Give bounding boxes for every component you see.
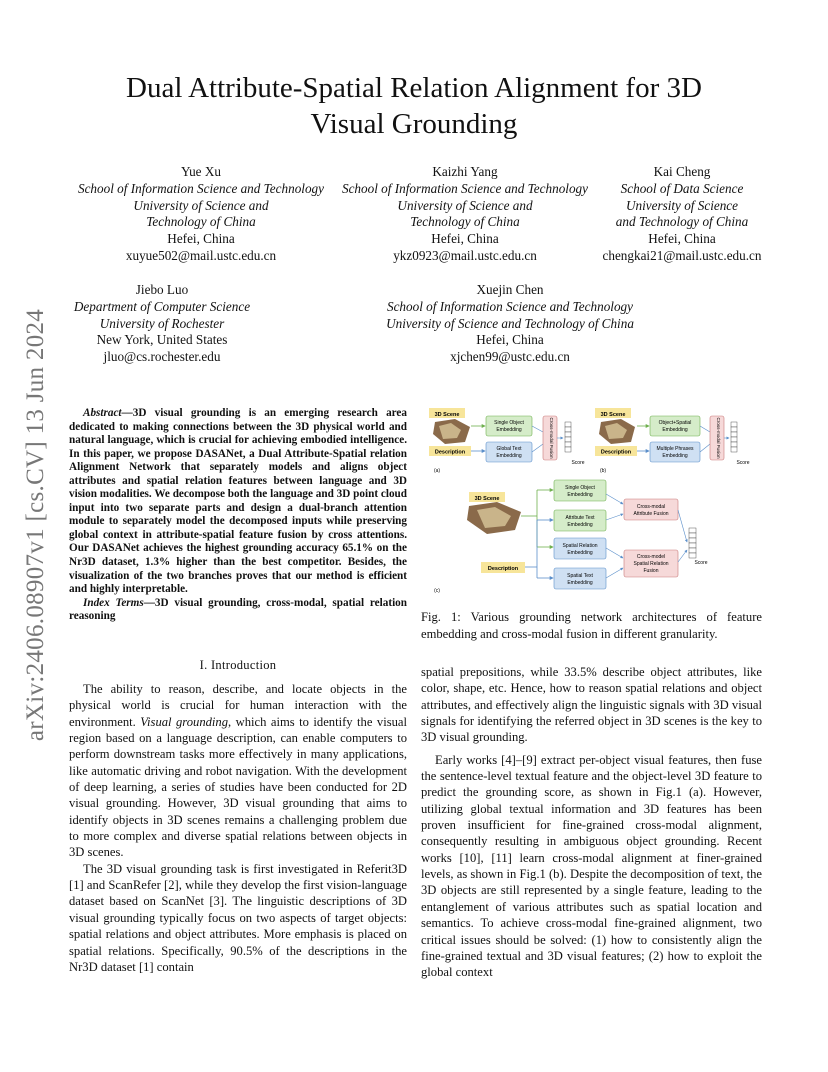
scene-label-c: 3D Scene (474, 496, 500, 502)
section-heading: I. Introduction (199, 658, 277, 672)
spatial-text-line2: Embedding (567, 580, 593, 586)
multi-phrases-line1: Multiple Phrases (656, 446, 694, 452)
author-affiliation: Technology of China (146, 214, 256, 230)
single-object-line2-c: Embedding (567, 492, 593, 498)
author-affiliation: University of Science and (397, 197, 533, 213)
author-block-3 (594, 164, 770, 265)
abstract-text: —3D visual grounding is an emerging research area dedicated to making connections between the 3D physical world and natural language, which is crucial for achieving embodied intelligence. In this paper, we propose DASANet, a Dual Attribute-Spatial relation Alignment Network that separately models and aligns object attributes and spatial relation features between language and 3D vision modalities. We decompose both the language and 3D point cloud input into two separate parts and design a dual-branch attention module to separately model the decomposed inputs while preserving global context in attribute-spatial feature fusion by cross attentions. Our DASANet achieves the highest grounding accuracy 65.1% on the Nr3D dataset, 1.3% higher than the best competitor. Besides, the visualization of the two branches proves that our method is efficient and highly interpretable. (69, 407, 407, 596)
global-text-line1: Global Text (496, 446, 522, 452)
scene-label: 3D Scene (434, 412, 460, 418)
spatial-relation-line1: Spatial Relation (562, 543, 598, 549)
author-name: Kai Cheng (653, 164, 711, 179)
author-city: Hefei, China (648, 231, 716, 247)
score-label-c: Score (694, 560, 708, 566)
author-city: Hefei, China (431, 231, 499, 247)
attribute-text-line2: Embedding (567, 522, 593, 528)
author-affiliation: School of Information Science and Technology (341, 180, 588, 196)
author-name: Xuejin Chen (476, 282, 544, 297)
object-spatial-line1: Object+Spatial (658, 420, 692, 426)
author-email: xjchen99@ustc.edu.cn (450, 349, 570, 365)
author-block-4 (62, 282, 262, 366)
architecture-diagram (425, 402, 761, 597)
cm-attr-line1: Cross-modal (636, 504, 666, 510)
author-city: New York, United States (96, 332, 228, 348)
author-affiliation: Department of Computer Science (73, 298, 251, 314)
cm-spatial-line3: Fusion (643, 568, 659, 574)
score-column-a (565, 422, 571, 452)
abstract-label: Abstract (83, 407, 122, 419)
cross-fusion-label-b: Cross-modal Fusion (716, 417, 721, 459)
spatial-relation-line2: Embedding (567, 550, 593, 556)
panel-b-label: (b) (599, 468, 607, 474)
author-affiliation: School of Information Science and Technology (77, 180, 324, 196)
cross-fusion-label-a: Cross-modal Fusion (549, 417, 554, 459)
figure-caption: Fig. 1: Various grounding network architectures of feature embedding and cross-modal fusion in different granularity. (421, 610, 762, 641)
global-text-line2: Embedding (496, 453, 522, 459)
author-affiliation: School of Information Science and Technology (386, 298, 633, 314)
author-affiliation: School of Data Science (620, 180, 744, 196)
cm-attr-line2: Attribute Fusion (633, 511, 669, 517)
score-label-b: Score (736, 460, 750, 466)
author-affiliation: and Technology of China (615, 214, 749, 230)
intro-paragraph-2: The 3D visual grounding task is first investigated in Referit3D [1] and ScanRefer [2], while they develop the first vision-language dataset based on ScanNet [3]. The linguistic descriptions of 3D visual grounding typically focus on two aspects of target objects: spatial relations and object attributes. More emphasis is placed on spatial relations. Specifically, 90.5% of the descriptions in the Nr3D dataset [1] contain (69, 861, 407, 974)
scene-label-b: 3D Scene (600, 412, 626, 418)
object-spatial-embedding-box (650, 416, 700, 436)
single-object-embedding-box (486, 416, 532, 436)
author-email: ykz0923@mail.ustc.edu.cn (393, 247, 537, 263)
emphasis-visual-grounding: Visual grounding (140, 714, 229, 729)
author-affiliation: University of Rochester (99, 315, 225, 331)
author-block-1 (72, 164, 330, 265)
abstract (69, 407, 407, 624)
author-name: Jiebo Luo (135, 282, 189, 297)
cm-spatial-line1: Cross-model (636, 554, 666, 560)
title-line-1: Dual Attribute-Spatial Relation Alignment for 3D (126, 72, 702, 104)
arxiv-stamp (24, 290, 48, 760)
author-name: Yue Xu (181, 164, 221, 179)
multiple-phrases-embedding-box (650, 442, 700, 462)
paper-title (60, 70, 768, 142)
score-column-b (731, 422, 737, 452)
spatial-text-line1: Spatial Text (567, 573, 593, 579)
author-affiliation: University of Science and (133, 197, 269, 213)
score-column-c (689, 528, 696, 558)
right-paragraph-2: Early works [4]–[9] extract per-object visual features, then fuse the sentence-level textual feature and the object-level 3D feature to predict the grounding score, as shown in Fig.1 (a). However, utilizing global textual information and 3D features has been proven insufficient for fine-grained cross-modal alignment, consequently resulting in ambiguous object grounding. Recent works [10], [11] learn cross-modal alignment at finer-grained levels, as shown in Fig.1 (b). Despite the decomposition of text, the 3D objects are still represented by a single feature, leading to the entanglement of various attributes such as spatial location and semantics. To achieve cross-modal fine-grained alignment, two critical issues should be solved: (1) how to consistently align the fine-grained textual and 3D visual features; (2) how to exploit the global context (421, 752, 762, 980)
author-name: Kaizhi Yang (432, 164, 498, 179)
author-affiliation: Technology of China (410, 214, 520, 230)
author-city: Hefei, China (167, 231, 235, 247)
object-spatial-line2: Embedding (662, 427, 688, 433)
single-object-line1-c: Single Object (565, 485, 595, 491)
cm-spatial-line2: Spatial Relation (633, 561, 669, 567)
arxiv-id: arXiv:2406.08907v1 [cs.CV] 13 Jun 2024 (22, 308, 49, 742)
author-affiliation: University of Science (625, 197, 739, 213)
index-terms-text: —3D visual grounding, cross-modal, spatial relation reasoning (69, 596, 407, 623)
desc-label: Description (434, 449, 466, 456)
multi-phrases-line2: Embedding (662, 453, 688, 459)
single-object-line2: Embedding (496, 427, 522, 433)
figure-1 (425, 402, 761, 597)
left-column (69, 681, 407, 975)
author-email: chengkai21@mail.ustc.edu.cn (602, 247, 762, 263)
panel-c-label: (c) (434, 588, 440, 594)
index-terms-label: Index Terms (83, 596, 144, 609)
author-city: Hefei, China (476, 332, 544, 348)
desc-label-c: Description (487, 566, 519, 572)
desc-label-b: Description (600, 449, 632, 456)
author-block-5 (360, 282, 660, 366)
author-block-2 (334, 164, 596, 265)
attribute-text-line1: Attribute Text (565, 515, 595, 521)
author-affiliation: University of Science and Technology of China (386, 315, 634, 331)
title-line-2: Visual Grounding (310, 108, 518, 140)
author-email: xuyue502@mail.ustc.edu.cn (125, 247, 277, 263)
right-paragraph-1: spatial prepositions, while 33.5% describe object attributes, like color, shape, etc. Hence, how to reason spatial relations and object attributes, and effectively align the linguistic signals with 3D visual signals for identifying the referred object in 3D scenes is the key to 3D visual grounding. (421, 665, 762, 745)
right-column (421, 664, 762, 981)
global-text-embedding-box (486, 442, 532, 462)
panel-a-label: (a) (433, 468, 441, 474)
author-email: jluo@cs.rochester.edu (103, 349, 221, 365)
single-object-line1: Single Object (494, 420, 524, 426)
score-label-a: Score (571, 460, 585, 466)
intro-paragraph-1: The ability to reason, describe, and locate objects in the physical world is crucial for human interaction with the environment. Visual grounding, which aims to identify the visual region based on a language description, can enable computers to perform downstream tasks more effectively in many applications, like automatic driving and robot navigation. With the development of deep learning, a series of studies have been conducted for 2D visual grounding. However, 3D visual grounding that aims to identify objects in 3D scenes remains a challenging problem due to more complex and diverse spatial relations between objects in 3D scenes. (69, 682, 407, 860)
